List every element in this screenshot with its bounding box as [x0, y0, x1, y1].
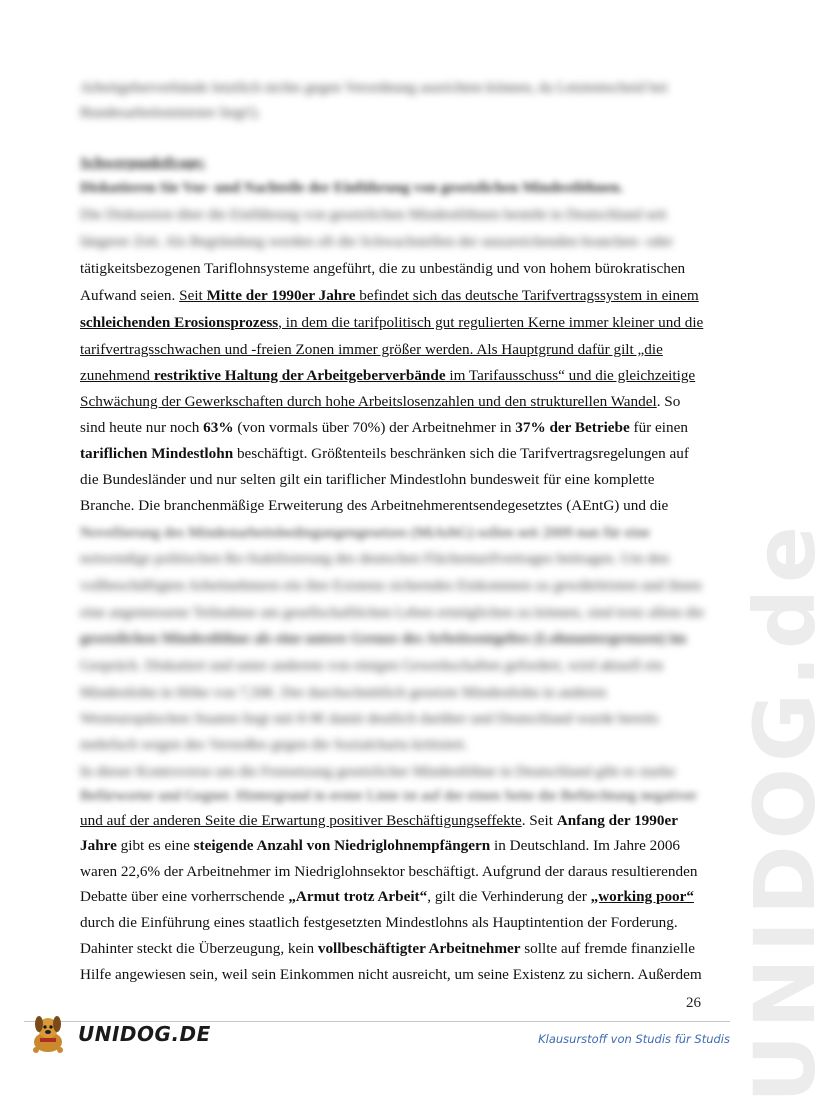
text-line: Mindestlohn in Höhe von 7,50€. Der durchschnittlich gesetzte Mindestlohn in anderen [80, 684, 607, 701]
text-line: eine angemessene Teilnahme am gesellschaftlichen Leben ermöglichen zu können, sind trotz allem die [80, 604, 705, 621]
dog-icon [26, 1012, 72, 1054]
text-line: die Bundesländer und nur selten gilt ein tariflicher Mindestlohn bundesweit für eine komplette [80, 471, 655, 488]
text-line: Gespräch. Diskutiert und unter anderem von einigen Gewerkschaften gefordert, wird aktuell ein [80, 657, 664, 674]
text-line: gesetzlichen Mindestlöhne als eine untere Grenze des Arbeitsentgeltes (Lohnuntergrenzen) im [80, 630, 687, 647]
text-line: Novellierung des Mindestarbeitsbedingungengesetzes (MiArbG) sollen seit 2009 nun für eine [80, 524, 650, 541]
text-line: Die Diskussion über die Einführung von gesetzlichen Mindestlöhnen besteht in Deutschland seit [80, 206, 667, 223]
text-line: durch die Einführung eines staatlich festgesetzten Mindestlohns als Hauptintention der Forderung. [80, 914, 678, 931]
text-line: Befürworter und Gegner. Hintergrund in erster Linie ist auf der einen Seite die Befürchtung negativer [80, 787, 697, 804]
text-line: notwendige politischen Re-Stabilisierung des deutschen Flächentarifvertrages beitragen. Um den [80, 550, 670, 567]
text-line: Debatte über eine vorherrschende „Armut trotz Arbeit“, gilt die Verhinderung der „working poor“ [80, 888, 694, 905]
section-heading: Schwerpunktfrage: [80, 154, 206, 171]
text-line: Westeuropäischen Staaten liegt mit 8-9€ damit deutlich darüber und Deutschland wurde bereits [80, 710, 659, 727]
unidog-logo [24, 1012, 211, 1054]
text-line: tariflichen Mindestlohn beschäftigt. Größtenteils beschränken sich die Tarifvertragsregelungen auf [80, 445, 689, 462]
text-line: Hilfe angewiesen sein, weil sein Einkommen nicht ausreicht, um seine Existenz zu sichern. Außerdem [80, 966, 702, 983]
text-line: schleichenden Erosionsprozess, in dem die tarifpolitisch gut regulierten Kerne immer kleiner und die [80, 314, 704, 331]
text-line: Bundesarbeitsminister liegt!). [80, 104, 261, 121]
text-line: längerer Zeit. Als Begründung werden oft die Schwachstellen der unzureichenden branchen- oder [80, 233, 673, 250]
text-line: vollbeschäftigten Arbeitnehmern ein ihre Existenz sicherndes Einkommen zu gewährleisten und ihnen [80, 577, 702, 594]
text-line: In dieser Kontroverse um die Festsetzung gesetzlicher Mindestlöhne in Deutschland gibt es starke [80, 763, 676, 780]
text-line: Schwächung der Gewerkschaften durch hohe Arbeitslosenzahlen und den strukturellen Wandel. So [80, 393, 681, 410]
question-heading: Diskutieren Sie Vor- und Nachteile der Einführung von gesetzlichen Mindestlöhnen. [80, 179, 624, 196]
text-line: Aufwand seien. Seit Mitte der 1990er Jahre befindet sich das deutsche Tarifvertragssystem in einem [80, 287, 699, 304]
text-line: Jahre gibt es eine steigende Anzahl von Niedriglohnempfängern in Deutschland. Im Jahre 2006 [80, 837, 681, 854]
text-line: waren 22,6% der Arbeitnehmer im Niedriglohnsektor beschäftigt. Aufgrund der daraus resultierenden [80, 863, 698, 880]
text-line: Branche. Die branchenmäßige Erweiterung des Arbeitnehmerentsendegesetztes (AEntG) und die [80, 497, 669, 514]
page-number: 26 [686, 995, 701, 1011]
logo-text: UNIDOG.DE [78, 1022, 211, 1046]
text-line: mehrfach wegen des Verstoßes gegen die Sozialcharta kritisiert. [80, 736, 468, 753]
text-line: Dahinter steckt die Überzeugung, kein vollbeschäftigter Arbeitnehmer sollte auf fremde finanzielle [80, 940, 696, 957]
text-line: zunehmend restriktive Haltung der Arbeitgeberverbände im Tarifausschuss“ und die gleichzeitige [80, 367, 696, 384]
text-line: tarifvertragsschwachen und -freien Zonen immer größer werden. Als Hauptgrund dafür gilt „die [80, 341, 663, 358]
footer-tagline: Klausurstoff von Studis für Studis [538, 1032, 730, 1046]
text-line: tätigkeitsbezogenen Tariflohnsysteme angeführt, die zu unbeständig und von hohem bürokratischen [80, 260, 686, 277]
text-line: sind heute nur noch 63% (von vormals über 70%) der Arbeitnehmer in 37% der Betriebe für einen [80, 419, 688, 436]
watermark: UNIDOG.de [736, 520, 834, 1103]
text-line: und auf der anderen Seite die Erwartung positiver Beschäftigungseffekte. Seit Anfang der 1990er [80, 812, 678, 829]
text-line: Arbeitgeberverbände letztlich nichts gegen Verordnung ausrichten können, da Letztentscheid bei [80, 79, 668, 96]
